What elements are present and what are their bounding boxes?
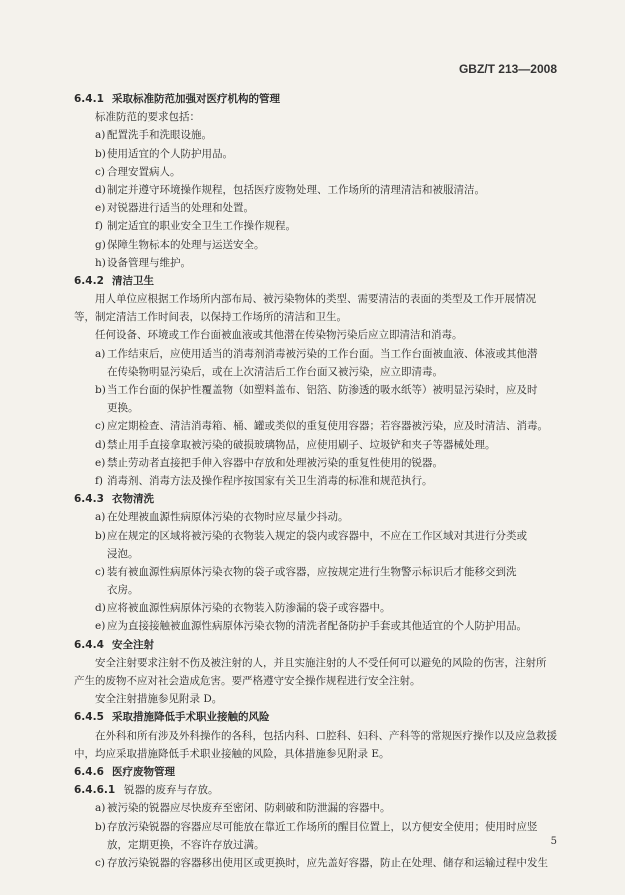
- subsection-heading-6-4-6-1: 6.4.6.1 锐器的废弃与存放。: [74, 784, 219, 797]
- list-item: h)设备管理与维护。: [95, 256, 191, 269]
- section-heading-6-4-6: 6.4.6 医疗废物管理: [74, 765, 175, 778]
- list-item: b)使用适宜的个人防护用品。: [95, 147, 233, 160]
- paragraph: 中，均应采取措施降低手术职业接触的风险，具体措施参见附录 E。: [74, 747, 390, 760]
- list-item: e) 对锐器进行适当的处理和处置。: [95, 202, 254, 215]
- section-heading-6-4-3: 6.4.3 衣物清洗: [74, 493, 154, 506]
- list-item: e) 禁止劳动者直接把手伸入容器中存放和处理被污染的重复性使用的锐器。: [95, 456, 443, 469]
- list-item: b)应在规定的区域将被污染的衣物装入规定的袋内或容器中，不应在工作区域对其进行分类或: [95, 529, 527, 542]
- list-item: c) 装有被血源性病原体污染衣物的袋子或容器，应按规定进行生物警示标识后才能移交到洗: [95, 565, 517, 578]
- paragraph: 安全注射措施参见附录 D。: [95, 693, 223, 706]
- list-item: c) 存放污染锐器的容器移出使用区或更换时，应先盖好容器，防止在处理、储存和运输过程中发生: [95, 856, 548, 869]
- list-item-continuation: 浸泡。: [107, 547, 139, 560]
- list-item-continuation: 更换。: [107, 402, 139, 415]
- section-heading-6-4-4: 6.4.4 安全注射: [74, 638, 154, 651]
- section-heading-6-4-2: 6.4.2 清洁卫生: [74, 274, 154, 287]
- paragraph: 用人单位应根据工作场所内部布局、被污染物体的类型、需要清洁的表面的类型及工作开展情况: [95, 293, 536, 306]
- section-heading-6-4-1: 6.4.1 采取标准防范加强对医疗机构的管理: [74, 93, 280, 105]
- list-item: f) 消毒剂、消毒方法及操作程序按国家有关卫生消毒的标准和规范执行。: [95, 474, 433, 487]
- paragraph: 安全注射要求注射不伤及被注射的人，并且实施注射的人不受任何可以避免的风险的伤害，注射所: [95, 656, 547, 669]
- paragraph: 产生的废物不应对社会造成危害。要严格遵守安全操作规程进行安全注射。: [74, 675, 421, 687]
- standard-code: GBZ/T 213—2008: [458, 62, 557, 76]
- document-body: [74, 90, 566, 872]
- paragraph: 在外科和所有涉及外科操作的各科，包括内科、口腔科、妇科、产科等的常规医疗操作以及应急救援: [95, 729, 557, 742]
- list-item: a) 在处理被血源性病原体污染的衣物时应尽量少抖动。: [95, 511, 349, 524]
- list-item-continuation: 在传染物明显污染后，或在上次清洁后工作台面又被污染，应立即清毒。: [107, 365, 443, 378]
- list-item: e) 应为直接接触被血源性病原体污染衣物的清洗者配备防护手套或其他适宜的个人防护用品。: [95, 620, 527, 633]
- list-item: a) 被污染的锐器应尽快废弃至密闭、防刺破和防泄漏的容器中。: [95, 802, 391, 815]
- list-item-continuation: 衣房。: [107, 584, 139, 597]
- paragraph: 标准防范的要求包括：: [95, 111, 200, 124]
- list-item: f) 制定适宜的职业安全卫生工作操作规程。: [95, 220, 296, 233]
- section-heading-6-4-5: 6.4.5 采取措施降低手术职业接触的风险: [74, 711, 270, 724]
- list-item: c) 应定期检查、清洁消毒箱、桶、罐或类似的重复使用容器；若容器被污染，应及时清洁、消毒。: [95, 420, 548, 433]
- list-item: g)保障生物标本的处理与运送安全。: [95, 238, 265, 251]
- list-item: b)当工作台面的保护性覆盖物（如塑料盖布、铝箔、防渗透的吸水纸等）被明显污染时，应及时: [95, 384, 538, 396]
- paragraph: 任何设备、环境或工作台面被血液或其他潜在传染物污染后应立即清洁和消毒。: [95, 329, 463, 342]
- list-item: d)应将被血源性病原体污染的衣物装入防渗漏的袋子或容器中。: [95, 602, 391, 615]
- paragraph: 等，制定清洁工作时间表，以保持工作场所的清洁和卫生。: [74, 311, 347, 324]
- list-item-continuation: 放，定期更换，不容许存放过满。: [107, 838, 265, 851]
- list-item: c) 合理安置病人。: [95, 165, 181, 178]
- list-item: b)存放污染锐器的容器应尽可能放在靠近工作场所的醒目位置上，以方便安全使用；使用时应竖: [95, 820, 538, 833]
- list-item: d)禁止用手直接拿取被污染的破损玻璃物品，应使用刷子、垃圾铲和夹子等器械处理。: [95, 438, 496, 451]
- list-item: d)制定并遵守环境操作规程，包括医疗废物处理、工作场所的清理清洁和被服清洁。: [95, 183, 485, 196]
- list-item: a) 配置洗手和洗眼设施。: [95, 129, 212, 142]
- list-item: a) 工作结束后，应使用适当的消毒剂消毒被污染的工作台面。当工作台面被血液、体液或其他潜: [95, 347, 538, 360]
- page-number: 5: [550, 836, 557, 847]
